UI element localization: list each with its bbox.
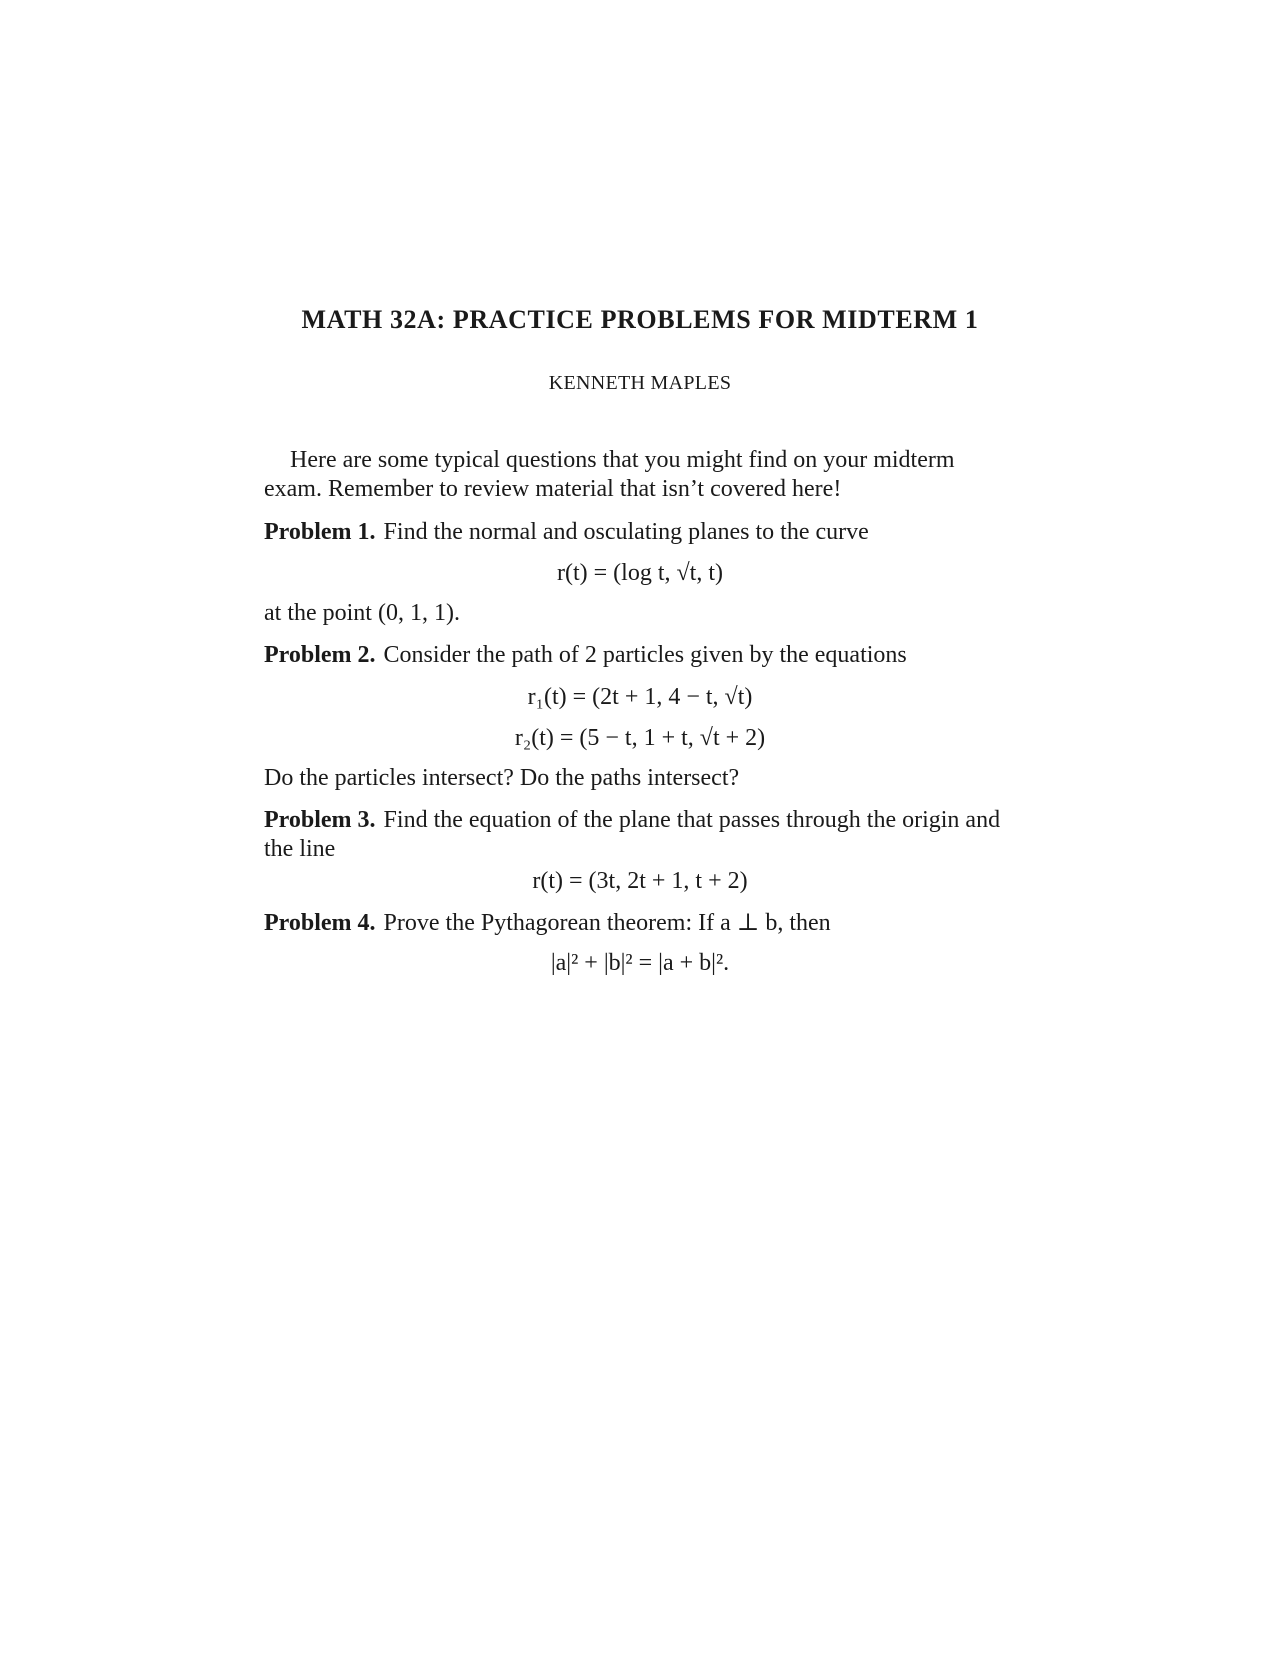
problem-4-equation: |a|² + |b|² = |a + b|². <box>550 950 730 976</box>
problem-4-text: Prove the Pythagorean theorem: If a ⊥ b, then <box>383 910 831 936</box>
problem-2 <box>264 641 1014 670</box>
problem-3-equation: r(t) = (3t, 2t + 1, t + 2) <box>532 868 748 894</box>
document-author: KENNETH MAPLES <box>548 372 732 394</box>
problem-1-equation: r(t) = (log t, √t, t) <box>556 560 723 586</box>
problem-1 <box>264 518 1014 547</box>
problem-4-label: Problem 4. <box>264 910 376 936</box>
problem-3-text: Find the equation of the plane that passes through the origin and the line <box>264 807 1001 862</box>
problem-1-text: Find the normal and osculating planes to the curve <box>383 519 869 545</box>
problem-2-text: Consider the path of 2 particles given by the equations <box>383 642 907 668</box>
problem-4 <box>264 909 1014 938</box>
intro-paragraph: Here are some typical questions that you might find on your midterm exam. Remember to review material that isn’t covered here! <box>264 447 955 502</box>
problem-2-equation-2: r₂(t) = (5 − t, 1 + t, √t + 2) <box>514 725 766 751</box>
problem-2-after: Do the particles intersect? Do the paths intersect? <box>264 765 740 791</box>
problem-2-label: Problem 2. <box>264 642 376 668</box>
problem-3 <box>264 806 1014 864</box>
problem-3-label: Problem 3. <box>264 807 376 833</box>
problem-1-after: at the point (0, 1, 1). <box>264 600 460 626</box>
problem-1-label: Problem 1. <box>264 519 376 545</box>
problem-2-equation-1: r₁(t) = (2t + 1, 4 − t, √t) <box>527 684 753 710</box>
document-title: MATH 32A: PRACTICE PROBLEMS FOR MIDTERM 1 <box>301 305 979 334</box>
